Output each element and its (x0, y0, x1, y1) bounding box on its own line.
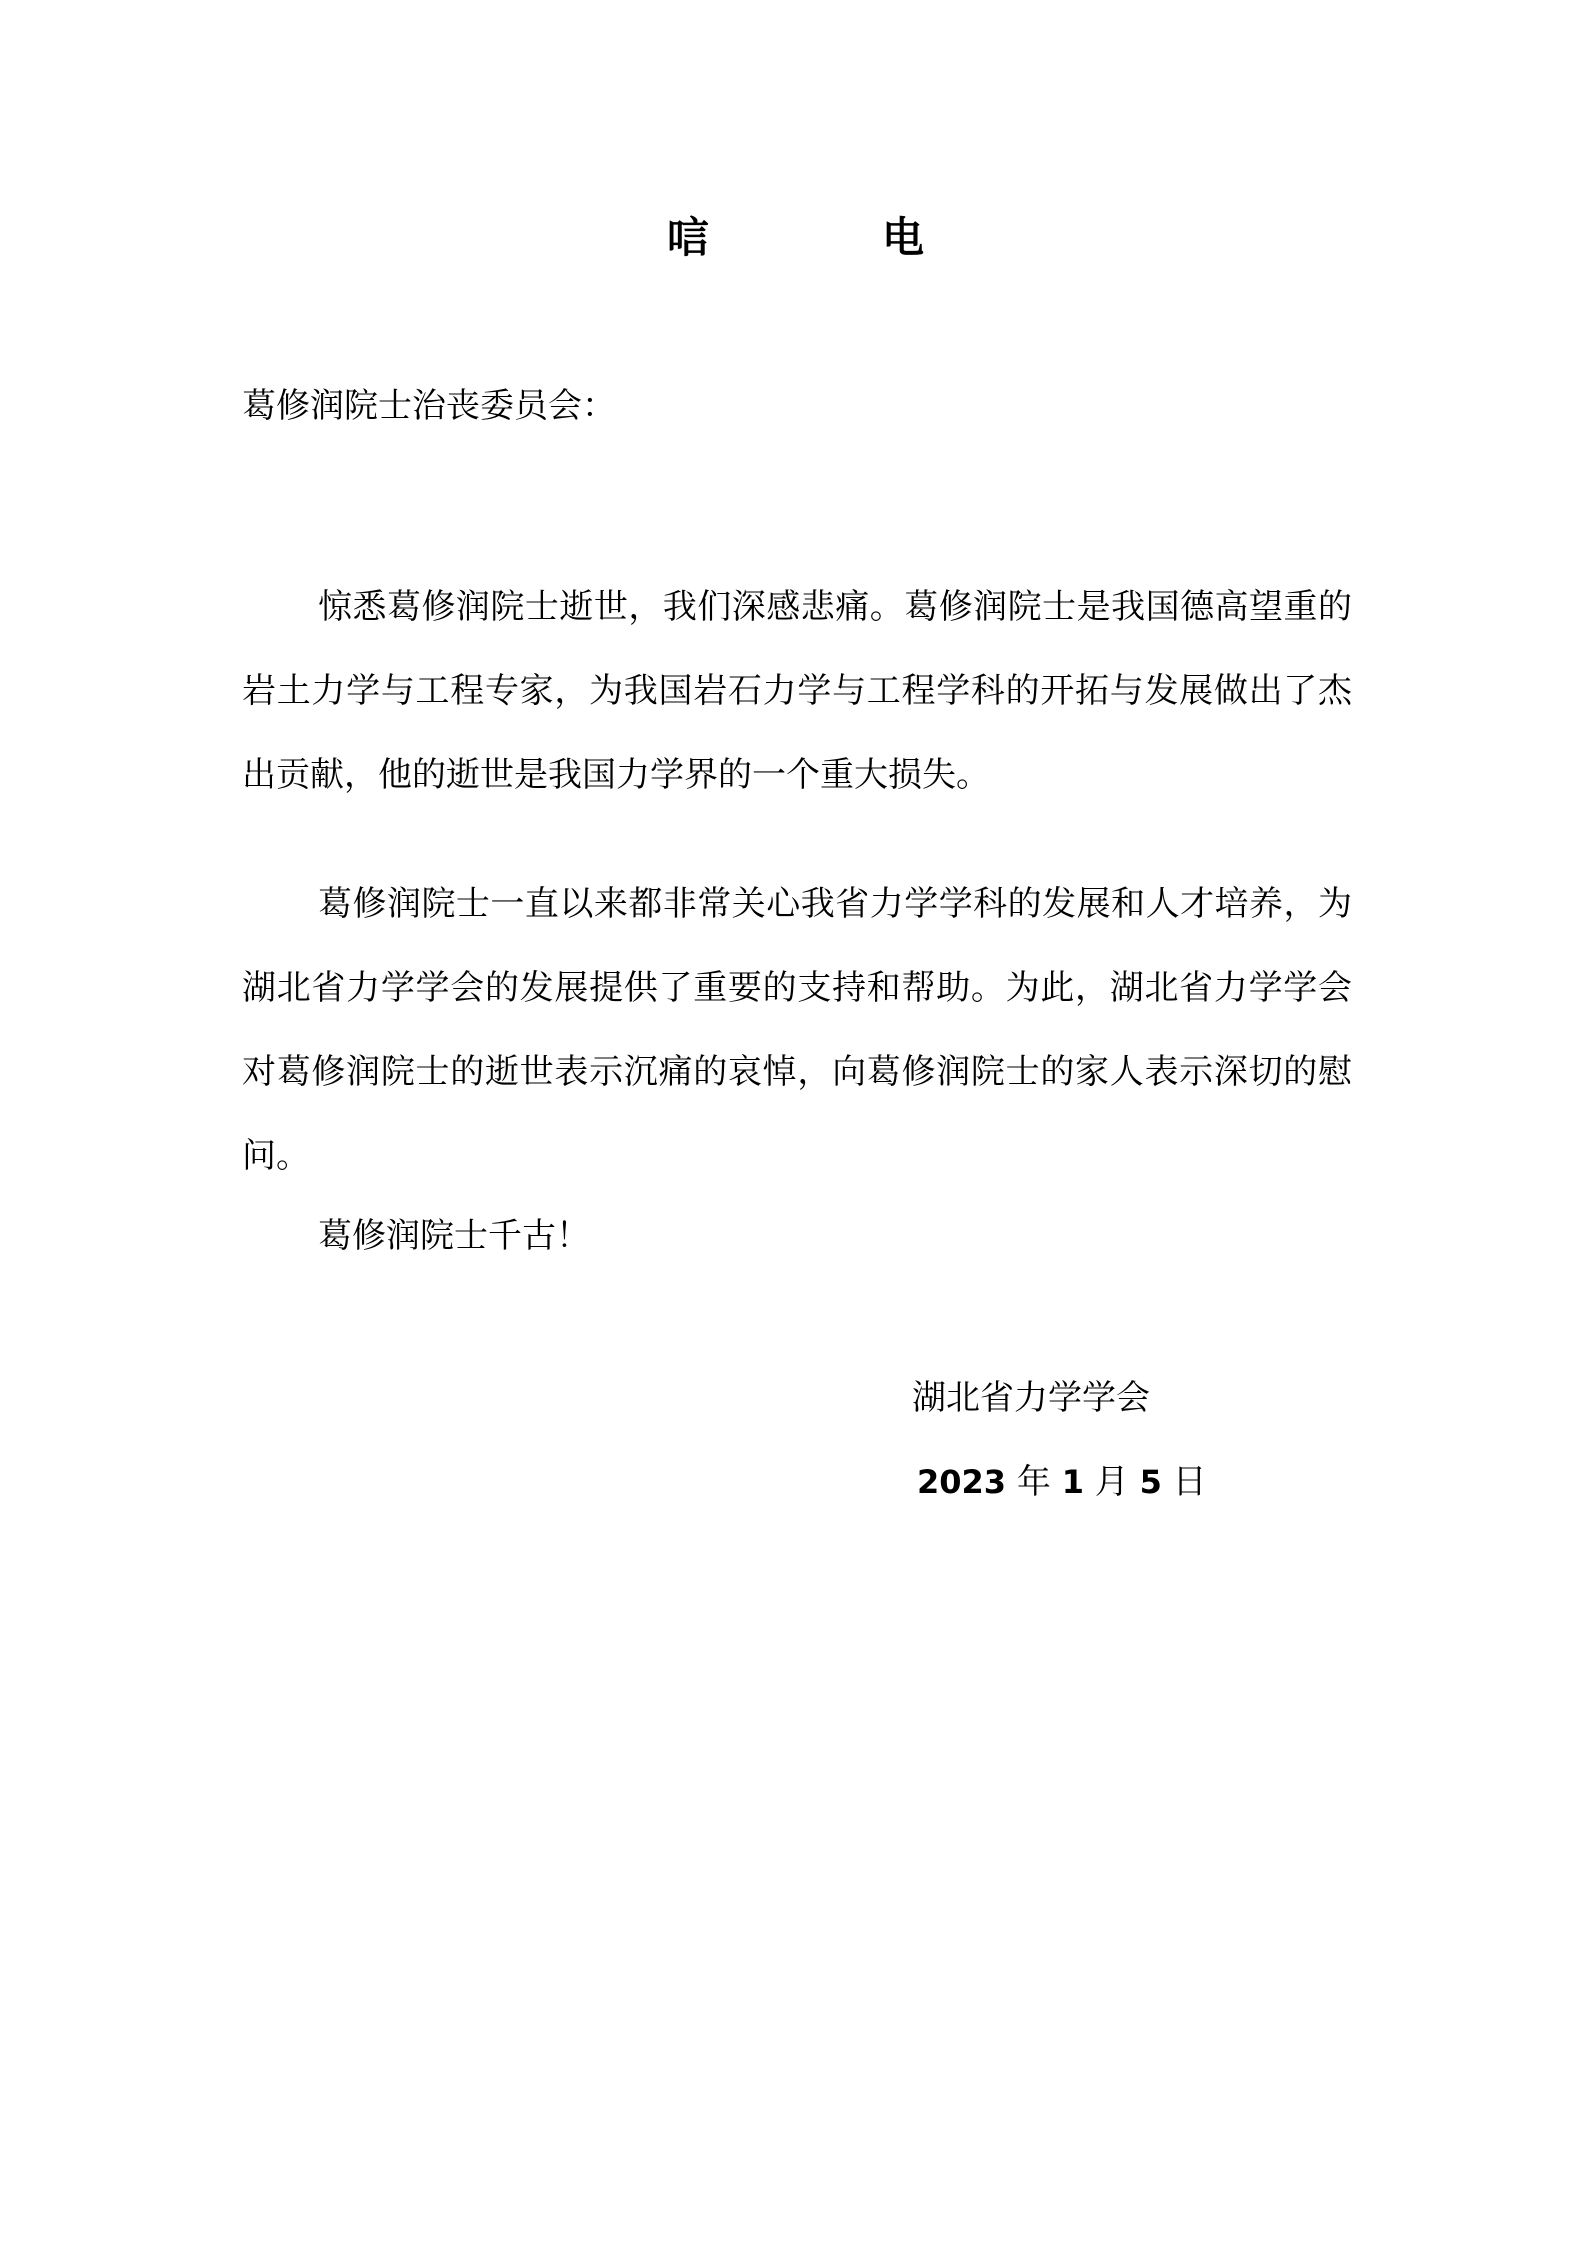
paragraph-condolence: 惊悉葛修润院士逝世，我们深感悲痛。葛修润院士是我国德高望重的岩土力学与工程专家，为我国岩石力学与工程学科的开拓与发展做出了杰出贡献，他的逝世是我国力学界的一个重大损失。 (242, 587, 1352, 795)
paragraph-farewell: 葛修润院士千古！ (318, 1216, 590, 1256)
title-char-2: 电 (882, 213, 925, 262)
salutation: 葛修润院士治丧委员会： (242, 386, 616, 426)
document-title (0, 208, 1587, 268)
date-year: 2023 (917, 1463, 1007, 1501)
date-year-unit: 年 (1016, 1462, 1051, 1502)
paragraph-tribute: 葛修润院士一直以来都非常关心我省力学学科的发展和人才培养，为湖北省力学学会的发展提供了重要的支持和帮助。为此，湖北省力学学会对葛修润院士的逝世表示沉痛的哀悼，向葛修润院士的家人表示深切的慰问。 (242, 884, 1352, 1176)
date-day: 5 (1139, 1463, 1162, 1501)
date-month: 1 (1061, 1463, 1084, 1501)
date-month-unit: 月 (1094, 1462, 1129, 1502)
signature-organization: 湖北省力学学会 (912, 1378, 1150, 1418)
letter-date (917, 1454, 1207, 1510)
title-char-1: 唁 (667, 213, 710, 262)
date-day-unit: 日 (1172, 1462, 1207, 1502)
